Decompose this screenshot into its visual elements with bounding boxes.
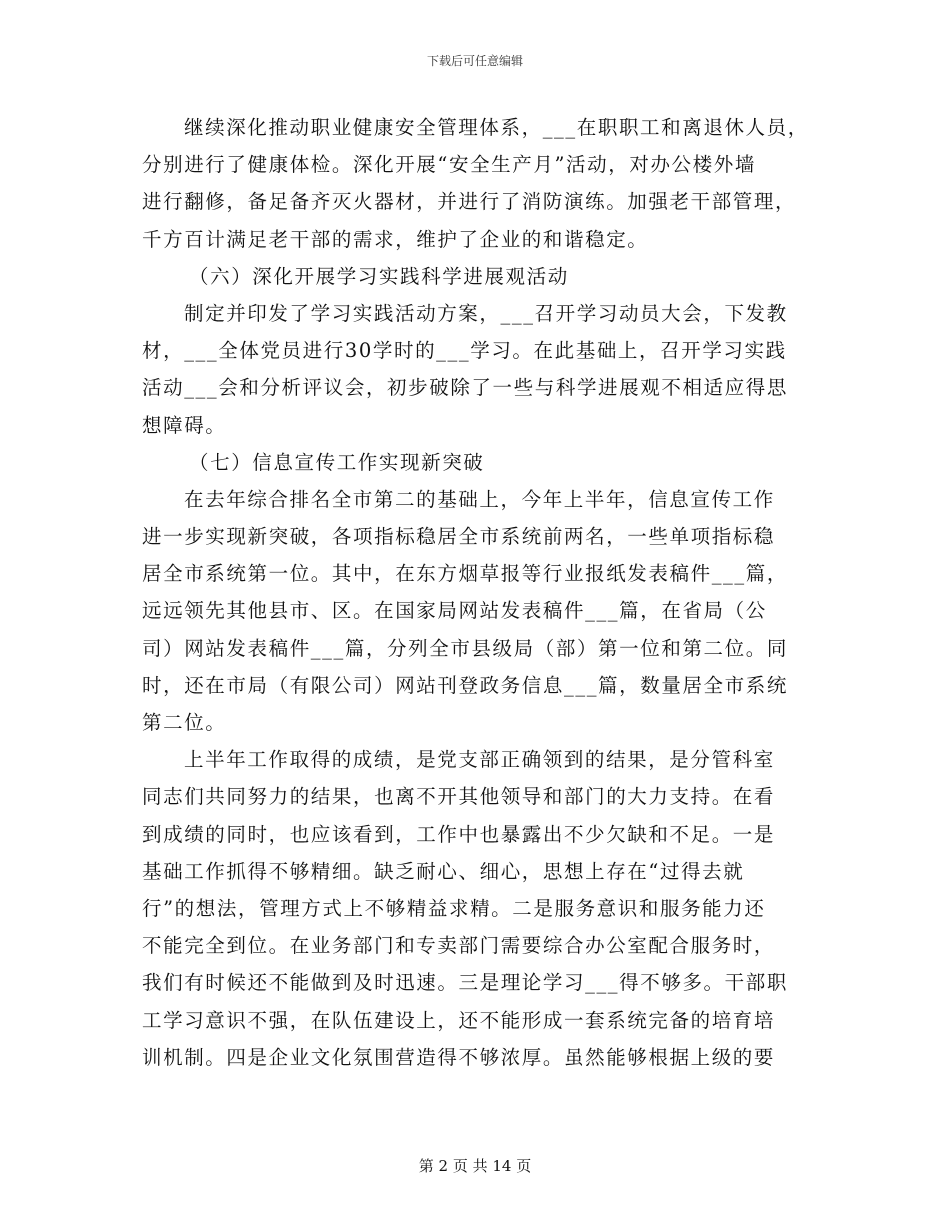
section-heading-6 [142,258,807,295]
text-line: 制定并印发了学习实践活动方案，___召开学习动员大会，下发教 [184,301,788,325]
text-line: 继续深化推动职业健康安全管理体系，___在职职工和离退休人员， [184,116,809,139]
text-line: 想障碍。 [142,413,227,437]
text-line: 基础工作抓得不够精细。缺乏耐心、细心，思想上存在“过得去就 [142,859,745,883]
text-line: 第二位。 [142,711,227,734]
paragraph-study-practice [142,295,807,444]
text-line: 到成绩的同时，也应该看到，工作中也暴露出不少欠缺和不足。一是 [142,822,776,846]
text-line: 进行翻修，备足备齐灭火器材，并进行了消防演练。加强老干部管理， [142,190,797,214]
section-heading-7 [142,444,807,481]
paragraph-achievements-shortcomings [142,741,807,1076]
paragraph-safety-management [142,109,807,258]
text-line: 活动___会和分析评议会，初步破除了一些与科学进展观不相适应得思 [142,376,788,400]
text-line: 在去年综合排名全市第二的基础上，今年上半年，信息宣传工作 [184,487,775,511]
text-line: 上半年工作取得的成绩，是党支部正确领到的结果，是分管科室 [184,748,775,772]
text-line: 同志们共同努力的结果，也离不开其他领导和部门的大力支持。在看 [142,785,776,809]
text-line: 居全市系统第一位。其中，在东方烟草报等行业报纸发表稿件___篇， [142,562,788,586]
page-header-note: 下载后可任意编辑 [426,54,523,68]
text-line: 进一步实现新突破，各项指标稳居全市系统前两名，一些单项指标稳 [142,525,776,549]
text-line: 不能完全到位。在业务部门和专卖部门需要综合办公室配合服务时， [142,934,776,958]
text-line: 工学习意识不强，在队伍建设上，还不能形成一套系统完备的培育培 [142,1008,776,1032]
text-line: 我们有时候还不能做到及时迅速。三是理论学习___得不够多。干部职 [142,971,788,995]
text-line: 材，___全体党员进行30学时的___学习。在此基础上，召开学习实践 [142,339,787,363]
heading-line: （六）深化开展学习实践科学进展观活动 [189,264,569,288]
page-number: 第 2 页 共 14 页 [418,1157,532,1175]
text-line: 千方百计满足老干部的需求，维护了企业的和谐稳定。 [142,227,649,251]
text-line: 分别进行了健康体检。深化开展“安全生产月”活动，对办公楼外墙 [142,153,756,177]
heading-line: （七）信息宣传工作实现新突破 [189,450,485,474]
text-line: 司）网站发表稿件___篇，分列全市县级局（部）第一位和第二位。同 [142,636,788,660]
text-line: 训机制。四是企业文化氛围营造得不够浓厚。虽然能够根据上级的要 [142,1045,776,1069]
paragraph-information-publicity [142,481,807,741]
document-body [142,109,807,1076]
text-line: 远远领先其他县市、区。在国家局网站发表稿件___篇，在省局（公 [142,599,767,623]
text-line: 时，还在市局（有限公司）网站刊登政务信息___篇，数量居全市系统 [142,673,788,697]
text-line: 行”的想法，管理方式上不够精益求精。二是服务意识和服务能力还 [142,896,766,920]
